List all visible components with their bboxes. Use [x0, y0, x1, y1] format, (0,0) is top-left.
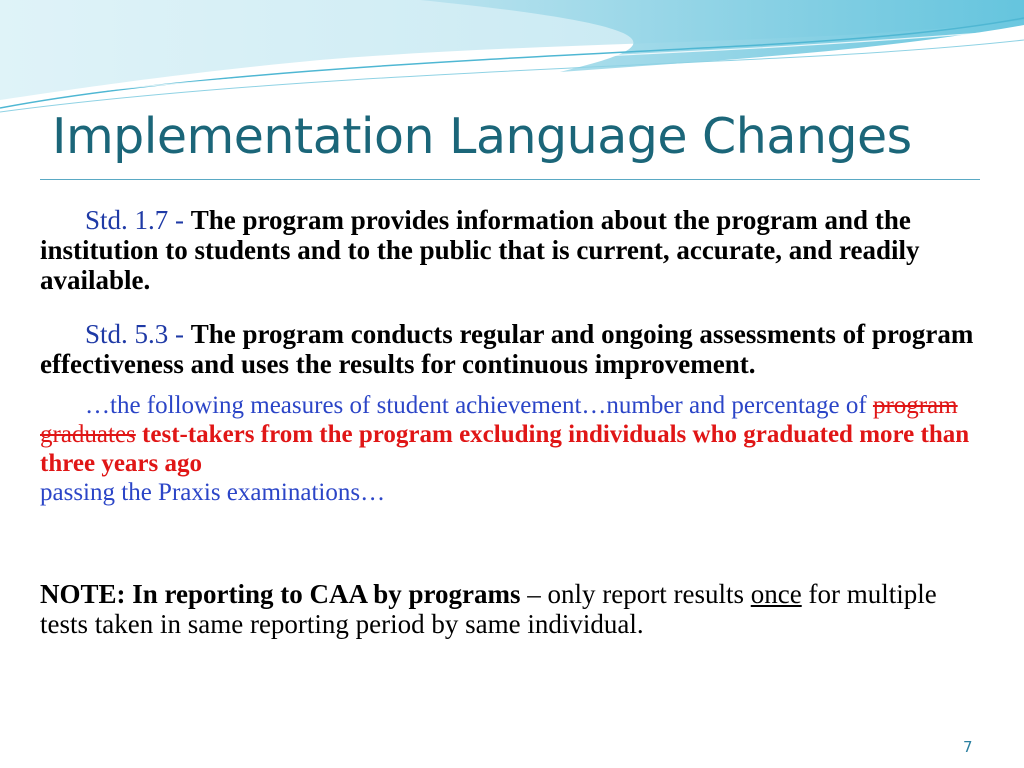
standard-5-3-paragraph: Std. 5.3 - The program conducts regular and ongoing assessments of program effectiveness and uses the results for continuous improvement. [40, 319, 974, 379]
standard-1-7-text: The program provides information about the program and the institution to students and to the public that is current, accurate, and readily available. [40, 205, 920, 295]
page-number: 7 [963, 738, 973, 756]
note-underlined-text: once [750, 579, 802, 609]
standard-1-7-label: Std. 1.7 [85, 205, 169, 235]
inserted-text: test-takers from the program excluding individuals who graduated more than three years ago [40, 421, 970, 477]
measures-paragraph [40, 391, 975, 507]
slide-title: Implementation Language Changes [52, 108, 912, 165]
note-paragraph: NOTE: In reporting to CAA by programs – only report results once for multiple tests taken in same reporting period by same individual. [40, 579, 937, 639]
standard-1-7-paragraph: Std. 1.7 - The program provides information about the program and the institution to students and to the public that is current, accurate, and readily available. [40, 205, 920, 295]
standard-5-3-label: Std. 5.3 [85, 319, 169, 349]
title-divider [40, 179, 980, 180]
measures-tail-text: passing the Praxis examinations… [40, 479, 386, 506]
slide-body [40, 205, 975, 639]
struck-text: program graduates [40, 392, 958, 448]
note-bold-text: NOTE: In reporting to CAA by programs [40, 579, 521, 609]
measures-lead-text: …the following measures of student achievement…number and percentage of [85, 392, 873, 419]
standard-5-3-text: The program conducts regular and ongoing assessments of program effectiveness and uses the results for continuous improvement. [40, 319, 974, 379]
